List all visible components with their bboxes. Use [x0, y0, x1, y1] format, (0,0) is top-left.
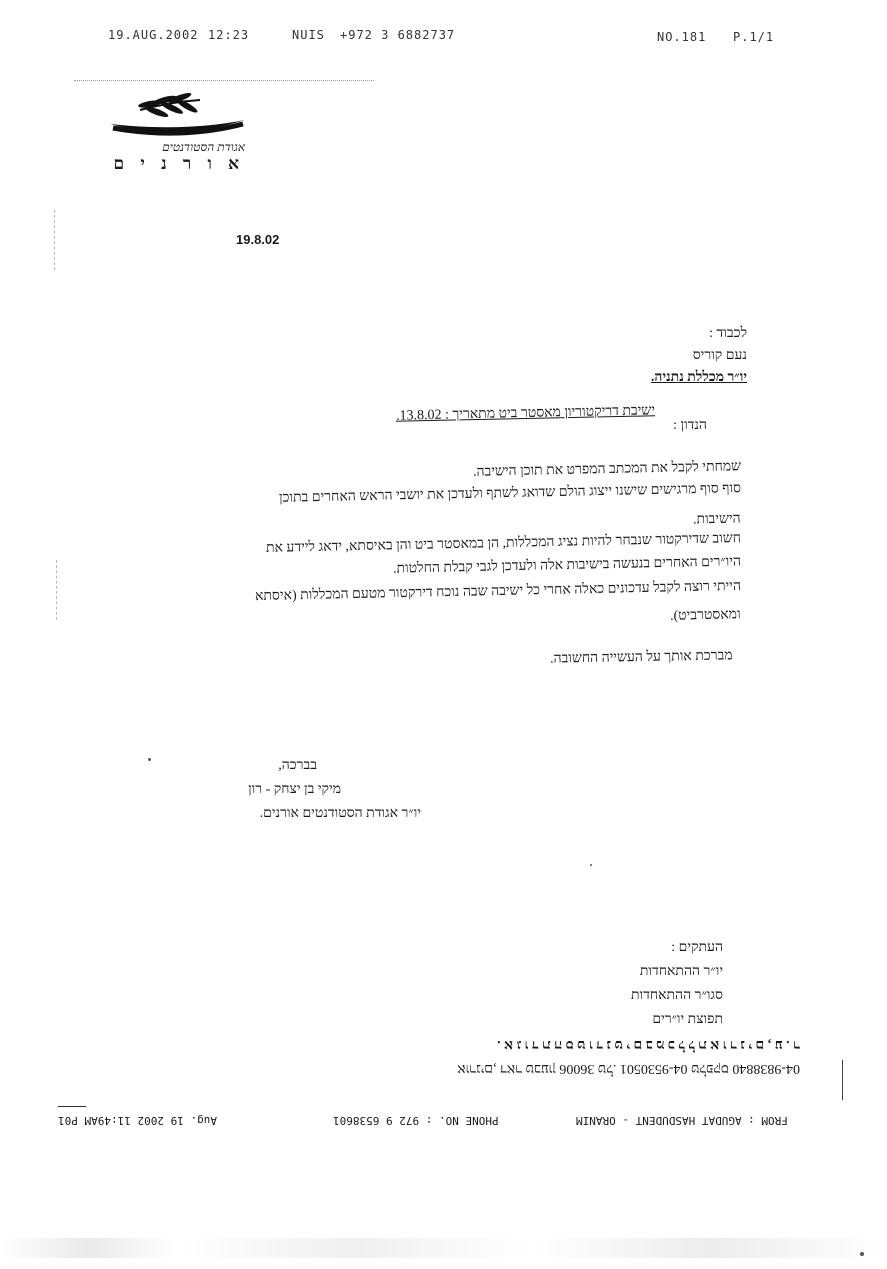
footer-line1: א ג ו ד ת ה ס ט ו ד נ ט י ם ב מ כ ל ל ת א ו ר נ י ם , ע . ר . [497, 1037, 800, 1052]
fax-sender: NUIS [292, 28, 325, 42]
body-line-2: סוף סוף מרגישים שישנו ייצוג הולם שדואג לשתף ולעדכן את יושבי הראש האחרים בתוכן [278, 481, 742, 506]
fax-date: 19.AUG.2002 [108, 28, 199, 42]
body-line-7: ומאסטרביט). [670, 607, 742, 624]
dust-speck [148, 758, 151, 761]
fax-footer-datetime: Aug. 19 2002 11:49AM P01 [58, 1114, 217, 1127]
fax-page: P.1/1 [733, 30, 775, 44]
logo-line1: אגודת הסטודנטים [162, 140, 245, 154]
fax-footer-from: FROM : AGUDAT HASDUDENT - ORANIM [576, 1114, 788, 1127]
body-line-6: הייתי רוצה לקבל עדכונים כאלה אחרי כל ישיבה שבה נוכח דירקטור מטעם המכללות (איסתא [254, 578, 742, 605]
signer-name: מיקי בן יצחק - רון [248, 782, 341, 797]
body-line-1: שמחתי לקבל את המכתב המפרט את תוכן הישיבה. [472, 459, 742, 480]
fax-time: 12:23 [208, 28, 250, 42]
oranim-logo [105, 90, 255, 140]
fax-number: NO.181 [657, 30, 707, 44]
subject-label: הנדון : [673, 418, 707, 433]
fax-phone: +972 3 6882737 [340, 28, 456, 42]
leaf-logo-icon [105, 90, 255, 140]
signer-title: יו״ר אגודת הסטודנטים אורנים. [259, 806, 421, 821]
margin-mark-right [842, 1060, 843, 1100]
closing: בברכה, [278, 758, 317, 773]
footer-line2: אורנים, דאר טבעון 36006 טל. 04-9530501 טלפקס 04-9838840 [457, 1061, 800, 1076]
fax-footer-rule [58, 1106, 86, 1107]
cc-item-2: סגו״ר ההתאחדות [630, 988, 723, 1003]
salutation: לכבוד : [709, 326, 747, 341]
dust-speck [590, 864, 592, 866]
cc-item-1: יו״ר ההתאחדות [639, 964, 723, 979]
letter-date: 19.8.02 [236, 232, 280, 247]
body-line-3: הישיבות. [693, 511, 742, 528]
margin-mark-left-2 [56, 560, 58, 620]
recipient-name: נעם קוריס [692, 348, 747, 363]
dust-speck [860, 1252, 864, 1256]
recipient-title: יו״ר מכללת נתניה. [650, 370, 747, 385]
subject-text: ישיבת דריקטוריון מאסטר ביט מתאריך : 13.8.02. [395, 403, 656, 424]
margin-mark-left-1 [54, 210, 56, 270]
fax-noise-line [74, 80, 374, 82]
body-line-4: חשוב שדירקטור שנבחר להיות נציג המכללות, הן במאסטר ביט והן באיסתא, ידאג ליידע את [265, 531, 742, 556]
logo-line2: א ו ר נ י ם [113, 154, 245, 173]
scan-smudge [0, 1238, 887, 1258]
cc-item-3: תפוצת יו״רים [652, 1012, 723, 1027]
cc-label: העתקים : [671, 940, 723, 955]
body-line-5: היו״רים האחרים בנעשה בישיבות אלה ולעדכן לגבי קבלת החלטות. [392, 554, 742, 577]
body-line-8: מברכת אותך על העשייה החשובה. [550, 648, 734, 667]
fax-footer-phone: PHONE NO. : 972 9 6538601 [333, 1114, 499, 1127]
